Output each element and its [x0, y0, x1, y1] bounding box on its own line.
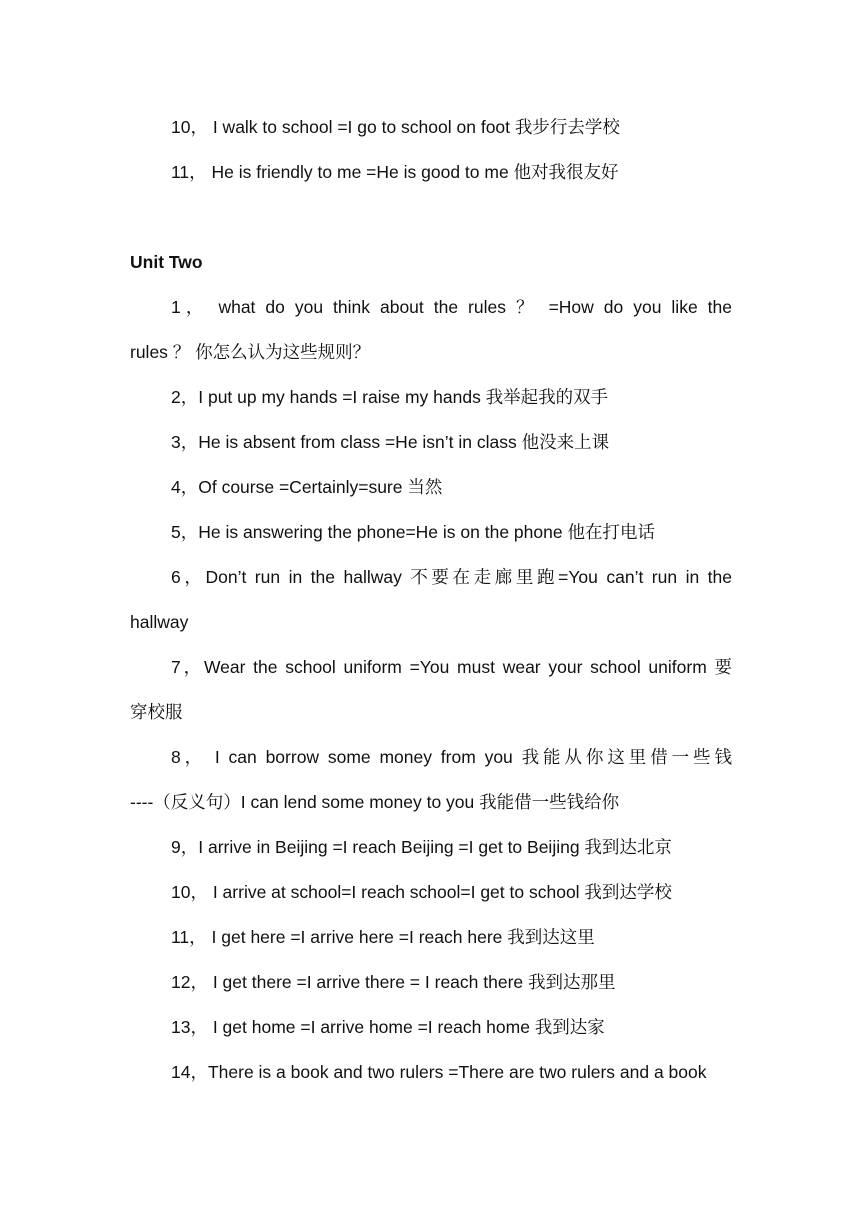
section-heading: Unit Two — [130, 252, 203, 272]
sentence-line: 11， I get here =I arrive here =I reach here 我到达这里 — [171, 927, 595, 947]
sentence-line: 11， He is friendly to me =He is good to me 他对我很友好 — [171, 162, 619, 182]
sentence-line: 14，There is a book and two rulers =There are two rulers and a book — [171, 1062, 707, 1082]
sentence-line-continuation: ----（反义句）I can lend some money to you 我能借一些钱给你 — [130, 792, 620, 812]
sentence-line-continuation: hallway — [130, 612, 189, 632]
sentence-line: 2，I put up my hands =I raise my hands 我举起我的双手 — [171, 387, 609, 407]
sentence-line: 7，Wear the school uniform =You must wear your school uniform 要 — [171, 657, 732, 677]
sentence-line: 10， I walk to school =I go to school on foot 我步行去学校 — [171, 117, 620, 137]
spacer — [130, 195, 732, 240]
sentence-line: 3，He is absent from class =He isn’t in class 他没来上课 — [171, 432, 610, 452]
sentence-line: 9，I arrive in Beijing =I reach Beijing =I get to Beijing 我到达北京 — [171, 837, 672, 857]
sentence-line: 8， I can borrow some money from you 我能从你这里借一些钱 — [171, 747, 732, 767]
sentence-line: 12， I get there =I arrive there = I reach there 我到达那里 — [171, 972, 616, 992]
document-body — [130, 105, 732, 1095]
sentence-line: 10， I arrive at school=I reach school=I get to school 我到达学校 — [171, 882, 672, 902]
sentence-line-continuation: rules ？ 你怎么认为这些规则？ — [130, 342, 371, 362]
sentence-line: 4，Of course =Certainly=sure 当然 — [171, 477, 443, 497]
sentence-line: 6，Don’t run in the hallway 不要在走廊里跑=You can’t run in the — [171, 567, 732, 587]
sentence-line: 1， what do you think about the rules ？ =How do you like the — [171, 297, 732, 317]
sentence-line: 5，He is answering the phone=He is on the phone 他在打电话 — [171, 522, 655, 542]
sentence-line-continuation: 穿校服 — [130, 702, 183, 722]
sentence-line: 13， I get home =I arrive home =I reach home 我到达家 — [171, 1017, 605, 1037]
